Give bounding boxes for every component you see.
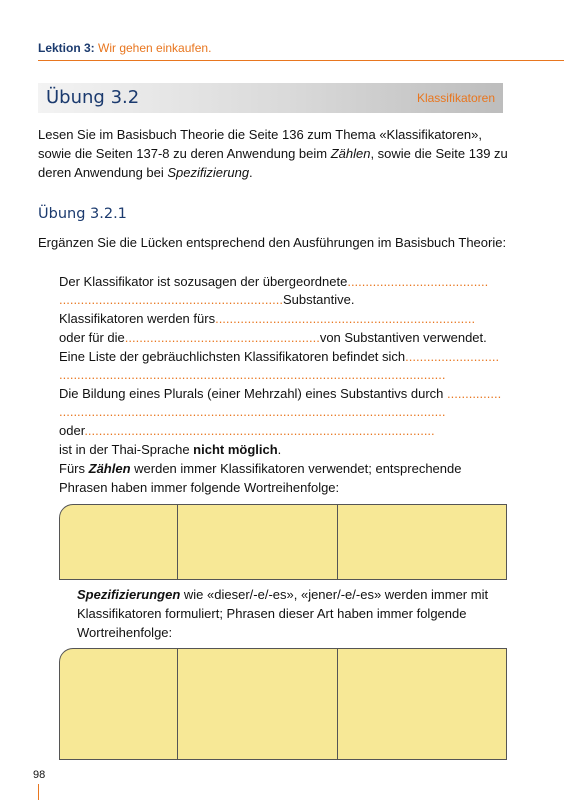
specification-paragraph	[77, 585, 507, 642]
cloze-line	[59, 423, 435, 438]
cloze-text: Phrasen haben immer folgende Wortreihenfolge:	[59, 480, 340, 495]
word-order-table-specification	[59, 648, 507, 760]
cloze-line	[59, 349, 499, 364]
blank[interactable]: ..........................	[405, 349, 500, 364]
cloze-line	[59, 367, 445, 382]
cloze-text: von Substantiven verwendet.	[319, 330, 487, 345]
cloze-text: Substantive.	[282, 292, 355, 307]
blank[interactable]: .................................................................................................	[84, 423, 435, 438]
answer-cell[interactable]	[60, 649, 178, 759]
cloze-line	[59, 292, 354, 307]
header-divider	[38, 60, 564, 61]
blank[interactable]: ......................................................	[124, 330, 320, 345]
cloze-line	[59, 461, 461, 476]
answer-cell[interactable]	[60, 505, 178, 579]
intro-emphasis-2: Spezifizierung	[167, 165, 250, 180]
lesson-label: Lektion 3:	[38, 41, 95, 55]
subexercise-title: Übung 3.2.1	[38, 206, 127, 222]
cloze-text: Der Klassifikator ist sozusagen der übergeordnete	[59, 274, 348, 289]
instruction: Ergänzen Sie die Lücken entsprechend den Ausführungen im Basisbuch Theorie:	[38, 235, 507, 250]
cloze-text: Klassifikatoren werden fürs	[59, 311, 216, 326]
blank[interactable]: ...............	[443, 386, 502, 401]
blank[interactable]: ...........................................................................................................	[59, 404, 446, 419]
intro-text-3: .	[249, 165, 253, 180]
cloze-line	[59, 311, 475, 326]
cloze-text: oder	[59, 423, 85, 438]
cloze-line	[59, 274, 488, 289]
exercise-title: Übung 3.2	[46, 87, 140, 108]
lesson-title: Wir gehen einkaufen.	[98, 41, 212, 55]
lesson-header	[38, 41, 211, 55]
intro-text-1: Lesen Sie im Basisbuch Theorie die Seite 136 zum Thema «Klassifikatoren», sowie die Seiten 137-8 zu deren Anwendung beim	[38, 127, 482, 161]
answer-cell[interactable]	[178, 649, 338, 759]
word-order-table-counting	[59, 504, 507, 580]
intro-emphasis-1: Zählen	[330, 146, 371, 161]
cloze-text: oder für die	[59, 330, 125, 345]
spec-text: Klassifikatoren formuliert; Phrasen dieser Art haben immer folgende	[77, 606, 467, 621]
cloze-line	[59, 330, 487, 345]
page-marker-line	[38, 784, 39, 800]
cloze-bold-italic: Zählen	[88, 461, 131, 476]
cloze-text: ist in der Thai-Sprache	[59, 442, 194, 457]
cloze-text: werden immer Klassifikatoren verwendet; entsprechende	[130, 461, 462, 476]
answer-cell[interactable]	[338, 505, 506, 579]
spec-text: Wortreihenfolge:	[77, 625, 173, 640]
intro-text-2: , sowie die Seite 139 zu deren Anwendung bei	[38, 146, 508, 180]
cloze-text: Eine Liste der gebräuchlichsten Klassifikatoren befindet sich	[59, 349, 406, 364]
spec-text: wie «dieser/-e/-es», «jener/-e/-es» werden immer mit	[180, 587, 489, 602]
cloze-line	[59, 442, 281, 457]
blank[interactable]: .......................................	[347, 274, 489, 289]
intro-paragraph	[38, 125, 508, 182]
blank[interactable]: ..............................................................	[59, 292, 283, 307]
cloze-text: Die Bildung eines Plurals (einer Mehrzahl) eines Substantivs durch	[59, 386, 444, 401]
exercise-topic: Klassifikatoren	[416, 91, 495, 105]
cloze-line	[59, 480, 339, 495]
blank[interactable]: ........................................................................	[215, 311, 476, 326]
blank[interactable]: ...........................................................................................................	[59, 367, 446, 382]
cloze-line	[59, 404, 445, 419]
cloze-bold: nicht möglich	[193, 442, 278, 457]
cloze-text: .	[277, 442, 282, 457]
answer-cell[interactable]	[338, 649, 506, 759]
answer-cell[interactable]	[178, 505, 338, 579]
cloze-line	[59, 386, 501, 401]
exercise-banner	[38, 83, 503, 113]
cloze-text: Fürs	[59, 461, 89, 476]
page-number: 98	[33, 769, 46, 781]
spec-bold: Spezifizierungen	[77, 587, 181, 602]
